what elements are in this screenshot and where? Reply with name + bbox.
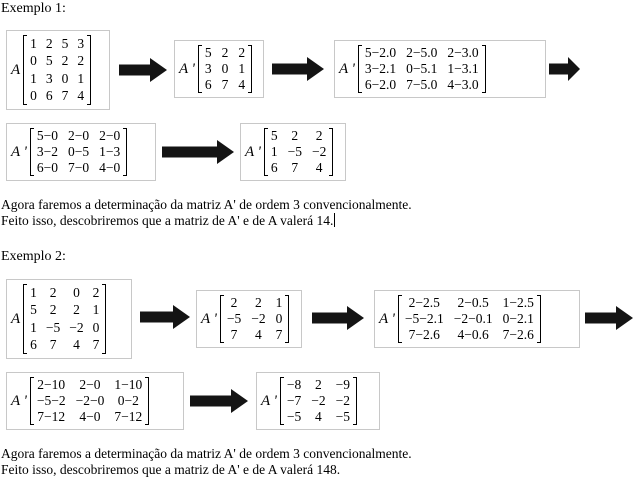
matrix-grid — [284, 377, 353, 425]
matrix-cell: 6 — [204, 77, 212, 92]
matrix-cell: 0 — [30, 88, 37, 104]
matrix-cell: 6 — [270, 160, 278, 175]
matrix-label: A ' — [261, 392, 277, 409]
example2-paragraph — [1, 446, 412, 478]
matrix-label: A ' — [11, 143, 27, 160]
matrix-cell: 7−0 — [67, 160, 90, 175]
matrix-grid — [362, 45, 482, 93]
matrix-cell: 2−5.0 — [406, 45, 438, 60]
matrix-cell: −2−0.1 — [453, 311, 493, 326]
matrix-cell: 2−3.0 — [447, 45, 479, 60]
matrix-cell: 2 — [238, 45, 246, 60]
matrix-body — [30, 128, 130, 176]
matrix-body — [398, 295, 544, 343]
matrix-cell: 7−12 — [37, 409, 66, 424]
right-bracket — [102, 284, 106, 354]
matrix-grid — [202, 45, 248, 93]
matrix-cell: −2 — [251, 311, 266, 326]
matrix-cell: 5 — [204, 45, 212, 60]
arrow-head — [173, 305, 190, 329]
matrix-cell: 3−2 — [36, 144, 58, 159]
matrix-cell: 4 — [77, 88, 85, 104]
example2-text-line1: Agora faremos a determinação da matriz A' de ordem 3 convencionalmente. — [1, 446, 412, 461]
matrix-cell: −5 — [45, 319, 61, 335]
matrix-cell: 5 — [45, 53, 53, 69]
arrow-right-icon — [190, 389, 248, 413]
matrix-cell: −5−2.1 — [404, 311, 444, 326]
matrix-body — [198, 45, 255, 93]
arrow-right-icon — [585, 306, 633, 330]
matrix-cell: 2 — [255, 295, 262, 310]
arrow-shaft — [190, 396, 232, 407]
matrix-cell: 3−2.1 — [364, 61, 397, 76]
matrix-cell: 7 — [49, 337, 57, 353]
example1-heading: Exemplo 1: — [1, 1, 66, 16]
example1-text-line2-wrap — [1, 213, 412, 229]
matrix-cell: 0 — [221, 61, 229, 76]
example2-heading: Exemplo 2: — [1, 249, 66, 264]
matrix-cell: 2 — [315, 128, 323, 143]
matrix-cell: 3 — [204, 61, 212, 76]
matrix-cell: 5−2.0 — [364, 45, 397, 60]
matrix-cell: 4 — [73, 337, 80, 353]
matrix-cell: 1 — [275, 295, 283, 310]
matrix-cell: 6 — [30, 337, 37, 353]
arrow-right-icon — [140, 305, 190, 329]
matrix-cell: 4 — [315, 160, 323, 175]
example1-matrix-a-prime-result — [240, 123, 346, 181]
example2-matrix-a-prime-step2 — [6, 372, 184, 430]
matrix-cell: 2−2.5 — [408, 295, 440, 310]
matrix-label: A — [11, 61, 21, 78]
example1-matrix-a-prime-step1 — [334, 40, 546, 98]
right-bracket — [537, 295, 541, 343]
example1-paragraph — [1, 197, 412, 229]
matrix-cell: 0−5.1 — [406, 61, 438, 76]
arrow-shaft — [312, 313, 348, 324]
arrow-right-icon — [312, 306, 364, 330]
right-bracket — [482, 45, 486, 93]
arrow-right-icon — [549, 57, 580, 81]
matrix-body — [23, 35, 94, 105]
matrix-label: A ' — [379, 310, 395, 327]
matrix-cell: 7 — [230, 327, 238, 342]
example1-text-line1: Agora faremos a determinação da matriz A' de ordem 3 convencionalmente. — [1, 197, 412, 212]
matrix-cell: −5−2 — [36, 393, 66, 408]
matrix-grid — [27, 284, 102, 354]
matrix-cell: 1 — [92, 302, 100, 318]
matrix-cell: 1 — [30, 319, 37, 335]
arrow-right-icon — [272, 57, 324, 81]
matrix-grid — [27, 35, 87, 105]
text-cursor — [334, 213, 335, 227]
matrix-cell: 1−3 — [99, 144, 121, 159]
arrow-shaft — [140, 312, 174, 323]
matrix-cell: 2−0 — [67, 128, 90, 143]
example1-text-line2: Feito isso, descobriremos que a matriz de A' e de A valerá 14. — [1, 213, 334, 228]
example1-matrix-a — [6, 30, 110, 110]
matrix-body — [280, 377, 360, 425]
arrow-head — [217, 140, 234, 164]
matrix-cell: 2−0.5 — [457, 295, 489, 310]
arrow-head — [568, 57, 580, 81]
matrix-cell: 6−2.0 — [364, 77, 397, 92]
matrix-body — [30, 377, 152, 425]
matrix-grid — [34, 128, 123, 176]
arrow-head — [347, 306, 364, 330]
matrix-grid — [268, 128, 330, 176]
matrix-cell: 7−2.6 — [408, 327, 440, 342]
right-bracket — [145, 377, 149, 425]
matrix-label: A ' — [339, 60, 355, 77]
matrix-cell: 4−0.6 — [457, 327, 489, 342]
matrix-cell: 5−0 — [36, 128, 58, 143]
right-bracket — [123, 128, 127, 176]
matrix-cell: −8 — [286, 377, 302, 392]
matrix-cell: 2 — [221, 45, 229, 60]
matrix-label: A ' — [11, 392, 27, 409]
arrow-head — [150, 58, 167, 82]
arrow-right-icon — [162, 140, 234, 164]
matrix-body — [220, 295, 293, 343]
matrix-cell: 2 — [77, 53, 85, 69]
matrix-cell: 2−10 — [37, 377, 66, 392]
matrix-body — [264, 128, 337, 176]
matrix-cell: −5 — [226, 311, 242, 326]
matrix-cell: 7 — [61, 88, 69, 104]
matrix-cell: 1 — [30, 35, 37, 51]
matrix-grid — [224, 295, 286, 343]
arrow-head — [616, 306, 633, 330]
matrix-cell: 7 — [275, 327, 283, 342]
matrix-cell: 3 — [45, 70, 53, 86]
matrix-cell: 2 — [230, 295, 238, 310]
matrix-cell: 7−2.6 — [502, 327, 534, 342]
matrix-cell: −2 — [311, 144, 327, 159]
matrix-cell: 4 — [238, 77, 246, 92]
matrix-label: A ' — [201, 310, 217, 327]
matrix-cell: −5 — [287, 144, 302, 159]
arrow-shaft — [162, 147, 218, 158]
matrix-cell: 2 — [45, 35, 53, 51]
matrix-cell: 3 — [77, 35, 85, 51]
matrix-cell: 2 — [61, 53, 69, 69]
arrow-head — [231, 389, 248, 413]
matrix-cell: 2 — [315, 377, 322, 392]
matrix-cell: 2 — [92, 284, 100, 300]
matrix-cell: 4−3.0 — [447, 77, 479, 92]
matrix-cell: −5 — [335, 409, 350, 424]
matrix-cell: 7−12 — [114, 409, 143, 424]
matrix-cell: 2 — [49, 284, 57, 300]
matrix-label: A ' — [179, 60, 195, 77]
matrix-cell: 1−10 — [114, 377, 143, 392]
matrix-cell: 4−0 — [79, 409, 101, 424]
right-bracket — [248, 45, 252, 93]
matrix-cell: 4 — [315, 409, 322, 424]
matrix-cell: 2−0 — [79, 377, 101, 392]
matrix-cell: 1 — [238, 61, 246, 76]
matrix-cell: 0 — [275, 311, 283, 326]
example2-matrix-a-prime-result — [256, 372, 380, 430]
matrix-cell: 2 — [73, 302, 80, 318]
example1-matrix-a-prime — [174, 40, 264, 98]
matrix-cell: −2 — [311, 393, 326, 408]
right-bracket — [353, 377, 357, 425]
matrix-cell: 0 — [73, 284, 80, 300]
example2-matrix-a-prime — [196, 290, 302, 348]
matrix-cell: 7 — [92, 337, 100, 353]
matrix-cell: 1 — [77, 70, 85, 86]
matrix-body — [23, 284, 109, 354]
matrix-cell: −5 — [286, 409, 302, 424]
matrix-cell: 5 — [270, 128, 278, 143]
matrix-cell: 0 — [61, 70, 69, 86]
matrix-label: A ' — [245, 143, 261, 160]
matrix-cell: 1 — [270, 144, 278, 159]
matrix-cell: 0−2.1 — [502, 311, 534, 326]
matrix-cell: 0 — [92, 319, 100, 335]
example1-matrix-a-prime-step2 — [6, 123, 156, 181]
right-bracket — [329, 128, 333, 176]
matrix-cell: 2 — [291, 128, 299, 143]
matrix-cell: −2−0 — [75, 393, 105, 408]
matrix-body — [358, 45, 489, 93]
matrix-cell: −2 — [69, 319, 84, 335]
matrix-cell: −2 — [335, 393, 350, 408]
matrix-cell: 0 — [30, 53, 37, 69]
matrix-cell: 0−2 — [117, 393, 139, 408]
matrix-cell: 4 — [255, 327, 262, 342]
matrix-cell: −9 — [335, 377, 350, 392]
matrix-cell: 2−0 — [99, 128, 121, 143]
example2-text-line2: Feito isso, descobriremos que a matriz de A' e de A valerá 148. — [1, 462, 341, 477]
matrix-grid — [402, 295, 537, 343]
matrix-cell: 1−3.1 — [447, 61, 479, 76]
matrix-cell: 0−5 — [67, 144, 90, 159]
matrix-cell: 2 — [49, 302, 57, 318]
matrix-cell: 4−0 — [99, 160, 121, 175]
arrow-shaft — [272, 64, 308, 75]
example2-matrix-a-prime-step1 — [374, 290, 580, 348]
arrow-shaft — [549, 64, 569, 75]
matrix-cell: −7 — [286, 393, 302, 408]
matrix-cell: 7−5.0 — [406, 77, 438, 92]
matrix-grid — [34, 377, 145, 425]
matrix-cell: 5 — [30, 302, 37, 318]
matrix-cell: 7 — [291, 160, 299, 175]
example2-matrix-a — [6, 279, 132, 359]
arrow-shaft — [585, 313, 617, 324]
matrix-cell: 1 — [30, 70, 37, 86]
matrix-cell: 5 — [61, 35, 69, 51]
right-bracket — [285, 295, 289, 343]
arrow-shaft — [119, 65, 151, 76]
matrix-cell: 1 — [30, 284, 37, 300]
right-bracket — [87, 35, 91, 105]
arrow-head — [307, 57, 324, 81]
arrow-right-icon — [119, 58, 167, 82]
matrix-label: A — [11, 310, 21, 327]
matrix-cell: 1−2.5 — [502, 295, 534, 310]
matrix-cell: 6 — [45, 88, 53, 104]
matrix-cell: 6−0 — [36, 160, 58, 175]
matrix-cell: 7 — [221, 77, 229, 92]
